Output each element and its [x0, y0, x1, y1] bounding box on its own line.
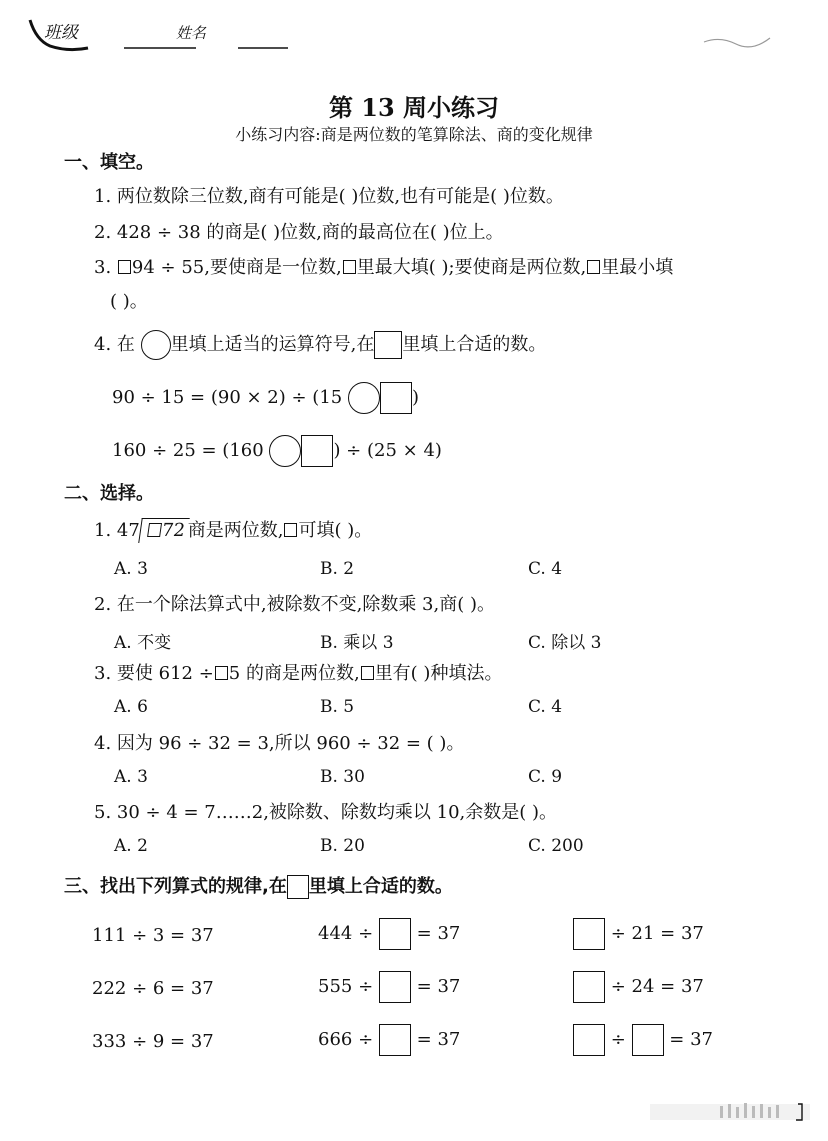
s2-q1-dividend: 72 [160, 520, 187, 541]
s2-q5-option-b[interactable]: B. 20 [320, 836, 365, 856]
s2-q2-option-a[interactable]: A. 不变 [114, 633, 172, 653]
s3-col2-row3 [318, 1024, 460, 1056]
circle-blank-icon [141, 330, 171, 360]
s3-col2-right: = 37 [416, 976, 461, 997]
answer-box[interactable] [379, 1024, 411, 1056]
s2-q1-text2: 可填( )。 [298, 520, 373, 541]
s1-q4-mid: 里填上适当的运算符号,在 [170, 334, 375, 355]
s3-col2-left: 555 ÷ [318, 976, 374, 997]
s2-q1-option-b[interactable]: B. 2 [320, 559, 355, 579]
s2-q2-option-b[interactable]: B. 乘以 3 [320, 633, 394, 653]
answer-box[interactable] [573, 1024, 605, 1056]
s3-col1-row3: 333 ÷ 9 = 37 [92, 1031, 214, 1052]
s3-col3-right: ÷ 24 = 37 [610, 976, 704, 997]
s2-question-1 [94, 518, 372, 543]
s2-q1-text: 商是两位数, [187, 520, 284, 541]
s2-q5-option-a[interactable]: A. 2 [114, 836, 148, 856]
s3-col3-right: = 37 [669, 1029, 714, 1050]
s3-col1-row1: 111 ÷ 3 = 37 [92, 925, 214, 946]
watermark-graphic [650, 1098, 810, 1124]
corner-decoration [700, 26, 780, 56]
s3-col3-row2 [573, 971, 704, 1003]
s2-q3-option-c[interactable]: C. 4 [528, 697, 563, 717]
blank-square-icon [215, 666, 228, 680]
s3-col1-row2: 222 ÷ 6 = 37 [92, 978, 214, 999]
s1-equation-1 [112, 382, 419, 414]
blank-square-icon [587, 260, 600, 274]
s1-q3-text: 94 ÷ 55,要使商是一位数, [131, 257, 342, 278]
s1-question-4 [94, 330, 546, 360]
s2-question-2: 2. 在一个除法算式中,被除数不变,除数乘 3,商( )。 [94, 594, 495, 615]
section1-heading: 一、填空。 [64, 152, 154, 173]
blank-square-icon [361, 666, 374, 680]
s3-col3-row3 [573, 1024, 713, 1056]
blank-square-icon [284, 523, 297, 537]
s1-q3-text3: 里最小填 [601, 257, 674, 278]
s3-col2-left: 666 ÷ [318, 1029, 374, 1050]
square-blank-icon [374, 331, 402, 359]
answer-box[interactable] [379, 918, 411, 950]
s2-q1-option-c[interactable]: C. 4 [528, 559, 563, 579]
s3-heading-a: 三、找出下列算式的规律,在 [64, 876, 287, 897]
page-title: 第 13 周小练习 [328, 93, 500, 122]
s1-q3-text2: 里最大填( );要使商是两位数, [356, 257, 587, 278]
blank-square-icon [147, 523, 162, 537]
s1-q4-prefix: 4. 在 [94, 334, 135, 355]
page-subtitle: 小练习内容:商是两位数的笔算除法、商的变化规律 [235, 125, 593, 144]
s2-q3-option-a[interactable]: A. 6 [114, 697, 148, 717]
s2-q3-b: 5 的商是两位数, [228, 663, 360, 684]
eq1-right: ) [411, 387, 420, 408]
s3-col2-left: 444 ÷ [318, 923, 374, 944]
answer-box[interactable] [379, 971, 411, 1003]
eq2-left: 160 ÷ 25 = (160 [112, 440, 264, 461]
s2-q1-divisor: 1. 47 [94, 520, 140, 541]
answer-box[interactable] [573, 918, 605, 950]
s3-heading-b: 里填上合适的数。 [308, 876, 453, 897]
circle-blank-icon[interactable] [269, 435, 301, 467]
s3-col2-row1 [318, 918, 460, 950]
s1-question-2: 2. 428 ÷ 38 的商是( )位数,商的最高位在( )位上。 [94, 222, 504, 243]
blank-square-icon [118, 260, 131, 274]
s3-col2-right: = 37 [416, 1029, 461, 1050]
s1-q3-answer-line: ( )。 [110, 291, 148, 312]
s2-q3-option-b[interactable]: B. 5 [320, 697, 355, 717]
section3-heading [64, 875, 453, 899]
s2-q4-option-b[interactable]: B. 30 [320, 767, 365, 787]
eq1-left: 90 ÷ 15 = (90 × 2) ÷ (15 [112, 387, 343, 408]
square-blank-icon [287, 875, 309, 899]
square-blank-icon[interactable] [301, 435, 333, 467]
s1-question-3 [94, 256, 673, 280]
s1-q4-end: 里填上合适的数。 [402, 334, 547, 355]
s2-question-5: 5. 30 ÷ 4 = 7……2,被除数、除数均乘以 10,余数是( )。 [94, 802, 558, 823]
name-label: 姓名 [176, 24, 207, 42]
s2-q2-option-c[interactable]: C. 除以 3 [528, 633, 602, 653]
s1-q3-number: 3. [94, 257, 112, 278]
s2-q4-option-a[interactable]: A. 3 [114, 767, 148, 787]
circle-blank-icon[interactable] [348, 382, 380, 414]
s2-q4-option-c[interactable]: C. 9 [528, 767, 563, 787]
answer-box[interactable] [632, 1024, 664, 1056]
s1-equation-2 [112, 435, 442, 467]
s2-q3-c: 里有( )种填法。 [374, 663, 503, 684]
answer-box[interactable] [573, 971, 605, 1003]
s2-q1-option-a[interactable]: A. 3 [114, 559, 148, 579]
blank-square-icon [343, 260, 356, 274]
long-division-bracket [138, 518, 189, 543]
section2-heading: 二、选择。 [64, 483, 154, 504]
square-blank-icon[interactable] [380, 382, 412, 414]
s2-q5-option-c[interactable]: C. 200 [528, 836, 584, 856]
s1-question-1: 1. 两位数除三位数,商有可能是( )位数,也有可能是( )位数。 [94, 186, 564, 207]
s3-col3-right: ÷ 21 = 37 [610, 923, 704, 944]
s3-col3-mid: ÷ [610, 1029, 626, 1050]
eq2-right: ) ÷ (25 × 4) [333, 440, 442, 461]
class-label: 班级 [44, 23, 78, 43]
s3-col3-row1 [573, 918, 704, 950]
s2-question-3 [94, 662, 502, 686]
s2-q3-a: 3. 要使 612 ÷ [94, 663, 214, 684]
s3-col2-right: = 37 [416, 923, 461, 944]
s2-question-4: 4. 因为 96 ÷ 32 = 3,所以 960 ÷ 32 = ( )。 [94, 733, 465, 754]
s3-col2-row2 [318, 971, 460, 1003]
